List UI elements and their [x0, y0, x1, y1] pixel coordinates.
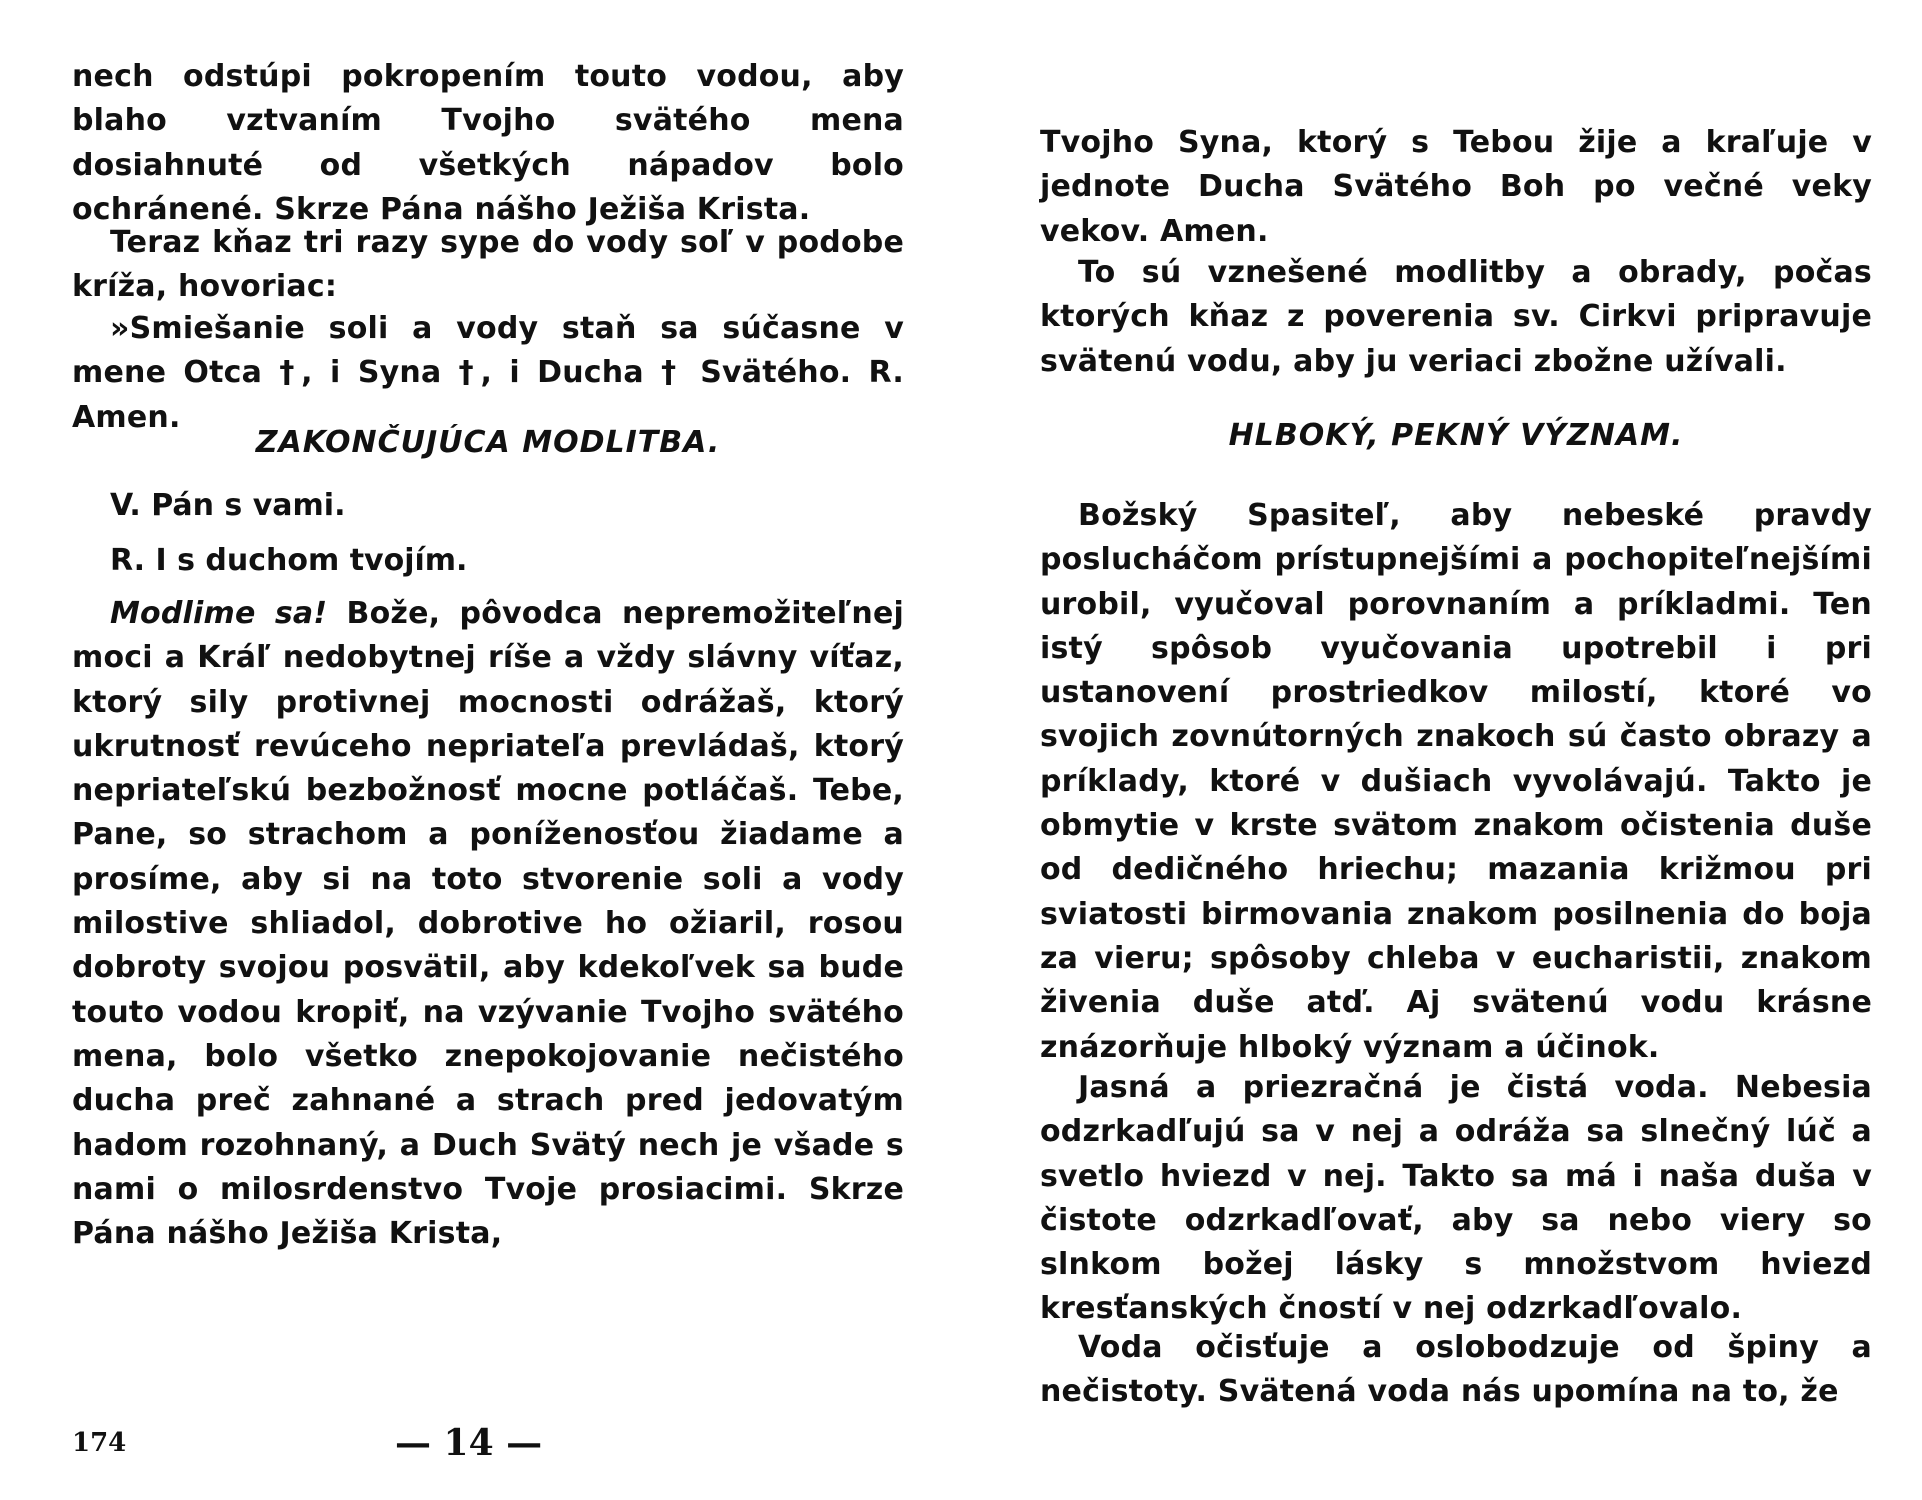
- response: R. I s duchom tvojím.: [110, 543, 468, 578]
- prayer-intro: Modlime sa!: [110, 596, 328, 631]
- left-paragraph-2: Teraz kňaz tri razy sype do vody soľ v podobe kríža, hovoriac:: [72, 225, 904, 305]
- right-paragraph-4: Jasná a priezračná je čistá voda. Nebesia odzrkadľujú sa v nej a odráža sa slnečný lúč a svetlo hviezd v nej. Takto sa má i naša duša v čistote odzrkadľovať, aby sa nebo viery so slnkom božej lásky s množstvom hviezd kresťanských čností v nej odzrkadľovalo.: [1040, 1070, 1872, 1327]
- sheet-number: — 14 —: [395, 1422, 543, 1464]
- prayer-text: Bože, pôvodca nepremožiteľnej moci a Kráľ nedobytnej ríše a vždy slávny víťaz, ktorý sily protivnej mocnosti odrážaš, ktorý ukrutnosť revúceho nepriateľa prevládaš, ktorý nepriateľskú bezbožnosť mocne potláčaš. Tebe, Pane, so strachom a poníženosťou žiadame a prosíme, aby si na toto stvorenie soli a vody milostive shliadol, dobrotive ho ožiaril, rosou dobroty svojou posvätil, aby kdekoľvek sa bude touto vodou kropiť, na vzývanie Tvojho svätého mena, bolo všetko znepokojovanie nečistého ducha preč zahnané a strach pred jedovatým hadom rozohnaný, a Duch Svätý nech je všade s nami o milosrdenstvo Tvoje prosiacimi. Skrze Pána nášho Ježiša Krista,: [72, 596, 904, 1252]
- right-paragraph-5: Voda očisťuje a oslobodzuje od špiny a nečistoty. Svätená voda nás upomína na to, že: [1040, 1330, 1872, 1410]
- versicle: V. Pán s vami.: [110, 488, 346, 523]
- right-page: [1040, 0, 1872, 1500]
- right-paragraph-1: Tvojho Syna, ktorý s Tebou žije a kraľuje v jednote Ducha Svätého Boh po večné veky vekov. Amen.: [1040, 125, 1872, 249]
- right-paragraph-2: To sú vznešené modlitby a obrady, počas ktorých kňaz z poverenia sv. Cirkvi pripravuje svätenú vodu, aby ju veriaci zbožne užívali.: [1040, 255, 1872, 379]
- right-paragraph-3: Božský Spasiteľ, aby nebeské pravdy poslucháčom prístupnejšími a pochopiteľnejšími urobil, vyučoval porovnaním a príkladmi. Ten istý spôsob vyučovania upotrebil i pri ustanovení prostriedkov milostí, ktoré vo svojich zovnútorných znakoch sú často obrazy a príklady, ktoré v dušiach vyvolávajú. Takto je obmytie v krste svätom znakom očistenia duše od dedičného hriechu; mazania križmou pri sviatosti birmovania znakom posilnenia do boja za vieru; spôsoby chleba v eucharistii, znakom živenia duše atď. Aj svätenú vodu krásne znázorňuje hlboký význam a účinok.: [1040, 498, 1872, 1065]
- left-paragraph-1: nech odstúpi pokropením touto vodou, aby blaho vztvaním Tvojho svätého mena dosiahnuté od všetkých nápadov bolo ochránené. Skrze Pána nášho Ježiša Krista.: [72, 59, 904, 227]
- right-section-heading: HLBOKÝ, PEKNÝ VÝZNAM.: [1228, 418, 1684, 453]
- page-number: 174: [72, 1428, 127, 1458]
- left-paragraph-3: »Smiešanie soli a vody staň sa súčasne v mene Otca †, i Syna †, i Ducha † Svätého. R. Amen.: [72, 311, 904, 435]
- left-section-heading: ZAKONČUJÚCA MODLITBA.: [255, 425, 721, 460]
- left-page: [72, 0, 904, 1500]
- prayer-paragraph: [72, 592, 904, 1256]
